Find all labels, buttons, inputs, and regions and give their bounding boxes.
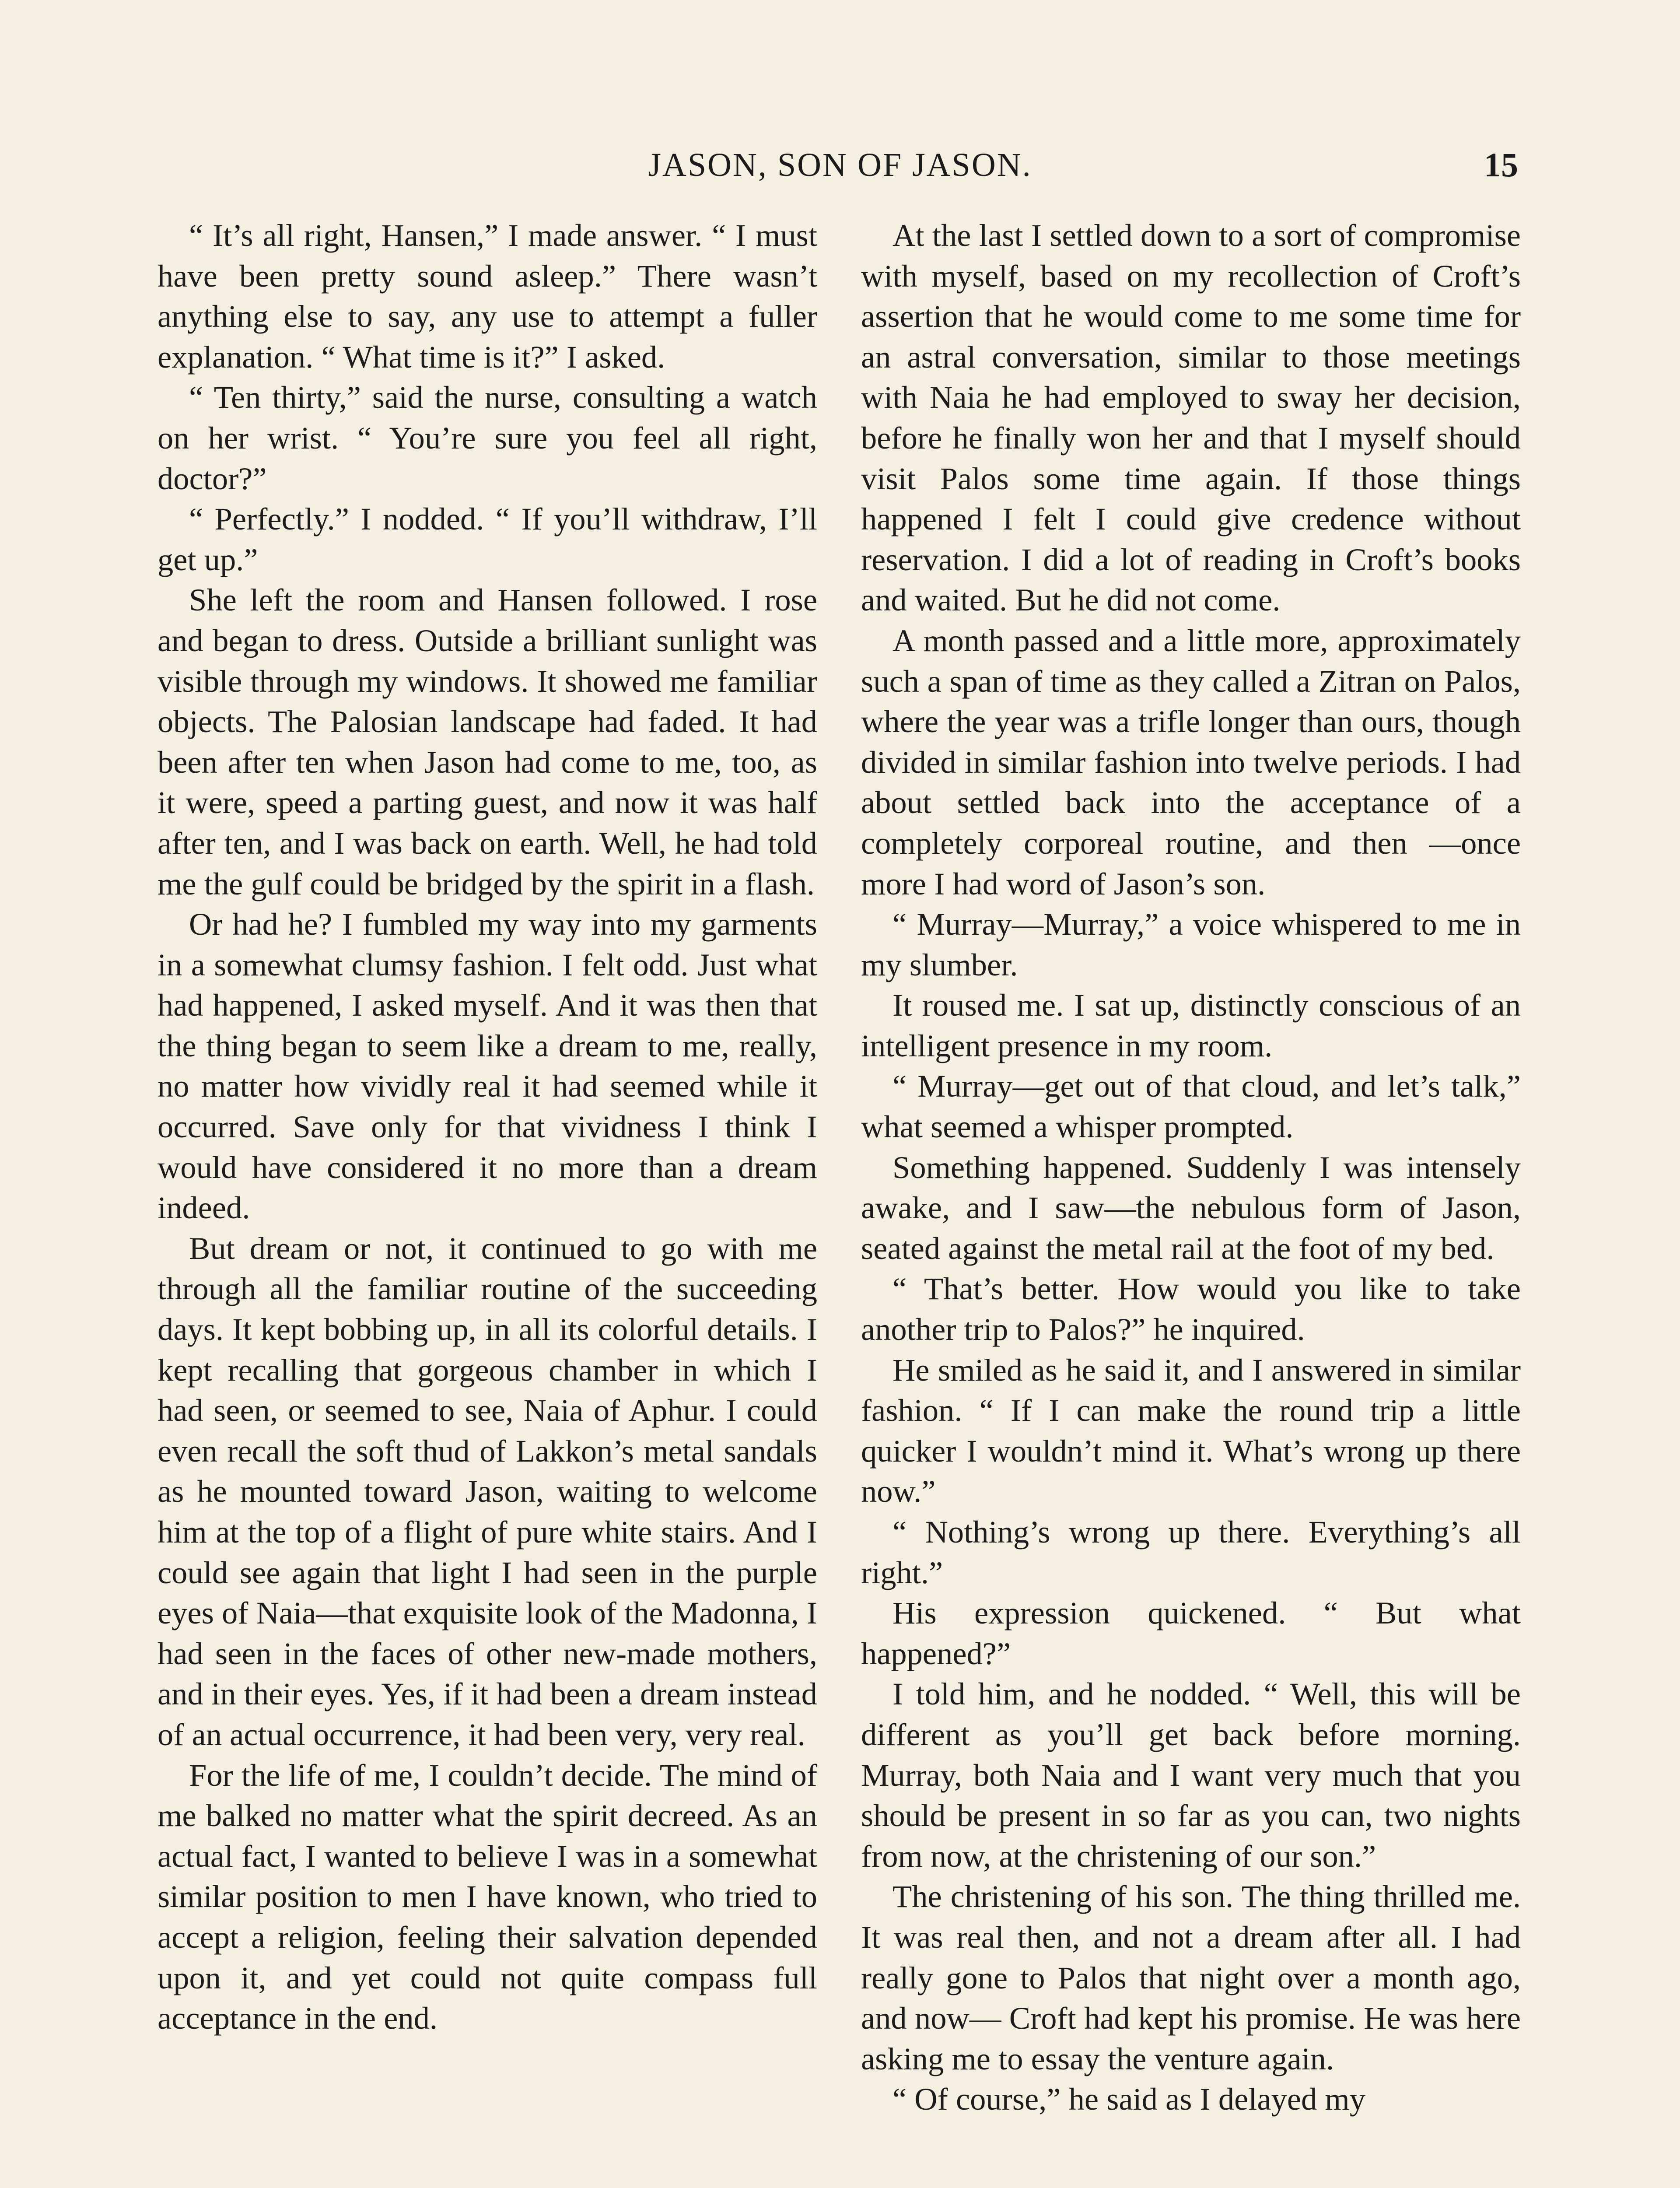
paragraph: She left the room and Hansen followed. I rose and began to dress. Outside a brilliant sunlight was visible through my windows. It showed me familiar objects. The Palosian landscape had faded. It had been after ten when Jason had come to me, too, as it were, speed a parting guest, and now it was half after ten, and I was back on earth. Well, he had told me the gulf could be bridged by the spirit in a flash.: [158, 582, 817, 901]
page-number: 15: [1484, 146, 1518, 184]
paragraph: For the life of me, I couldn’t decide. The mind of me balked no matter what the spirit decreed. As an actual fact, I wanted to believe I was in a somewhat similar position to men I have known, who tried to accept a religion, feeling their salvation depended upon it, and yet could not quite compass full acceptance in the end.: [158, 1757, 817, 2036]
paragraph: Or had he? I fumbled my way into my garments in a somewhat clumsy fashion. I felt odd. Just what had happened, I asked myself. And it was then that the thing began to seem like a dream to me, really, no matter how vividly real it had seemed while it occurred. Save only for that vividness I think I would have considered it no more than a dream indeed.: [158, 906, 817, 1226]
paragraph: At the last I settled down to a sort of compromise with myself, based on my recollection of Croft’s assertion that he would come to me some time for an astral conversation, similar to those meetings with Naia he had employed to sway her decision, before he finally won her and that I myself should visit Palos some time again. If those things happened I felt I could give credence without reservation. I did a lot of reading in Croft’s books and waited. But he did not come.: [861, 217, 1521, 618]
paragraph: “ It’s all right, Hansen,” I made answer. “ I must have been pretty sound asleep.” There wasn’t anything else to say, any use to attempt a fuller explanation. “ What time is it?” I asked.: [158, 217, 817, 375]
paragraph: I told him, and he nodded. “ Well, this will be different as you’ll get back before morning. Murray, both Naia and I want very much that you should be present in so far as you can, two nights from now, at the christening of our son.”: [861, 1676, 1521, 1874]
paragraph: But dream or not, it continued to go with me through all the familiar routine of the succeeding days. It kept bobbing up, in all its colorful details. I kept recalling that gorgeous chamber in which I had seen, or seemed to see, Naia of Aphur. I could even recall the soft thud of Lakkon’s metal sandals as he mounted toward Jason, waiting to welcome him at the top of a flight of pure white stairs. And I could see again that light I had seen in the purple eyes of Naia—that exquisite look of the Madonna, I had seen in the faces of other new-made mothers, and in their eyes. Yes, if it had been a dream instead of an actual occurrence, it had been very, very real.: [158, 1230, 817, 1752]
paragraph: “ Murray—get out of that cloud, and let’s talk,” what seemed a whisper prompted.: [861, 1068, 1521, 1145]
paragraph: A month passed and a little more, approximately such a span of time as they called a Zitran on Palos, where the year was a trifle longer than ours, though divided in similar fashion into twelve periods. I had about settled back into the acceptance of a completely corporeal routine, and then —once more I had word of Jason’s son.: [861, 622, 1521, 901]
paragraph: “ Murray—Murray,” a voice whispered to me in my slumber.: [861, 906, 1521, 982]
paragraph: Something happened. Suddenly I was intensely awake, and I saw—the nebulous form of Jason, seated against the metal rail at the foot of my bed.: [861, 1149, 1521, 1266]
paragraph: “ Perfectly.” I nodded. “ If you’ll withdraw, I’ll get up.”: [158, 501, 817, 577]
running-head: [0, 141, 1680, 189]
paragraph: It roused me. I sat up, distinctly conscious of an intelligent presence in my room.: [861, 987, 1521, 1063]
left-column: [158, 215, 817, 2039]
paragraph: “ Nothing’s wrong up there. Everything’s all right.”: [861, 1514, 1521, 1590]
running-title: JASON, SON OF JASON.: [648, 147, 1032, 183]
right-column: [861, 215, 1521, 2120]
paragraph: “ That’s better. How would you like to take another trip to Palos?” he inquired.: [861, 1271, 1521, 1347]
paragraph: His expression quickened. “ But what happened?”: [861, 1595, 1521, 1671]
paragraph: He smiled as he said it, and I answered in similar fashion. “ If I can make the round trip a little quicker I wouldn’t mind it. What’s wrong up there now.”: [861, 1352, 1521, 1509]
paragraph: “ Ten thirty,” said the nurse, consulting a watch on her wrist. “ You’re sure you feel all right, doctor?”: [158, 379, 817, 496]
paragraph: “ Of course,” he said as I delayed my: [892, 2081, 1366, 2117]
paragraph: The christening of his son. The thing thrilled me. It was real then, and not a dream after all. I had really gone to Palos that night over a month ago, and now— Croft had kept his promise. He was here asking me to essay the venture again.: [861, 1879, 1521, 2076]
